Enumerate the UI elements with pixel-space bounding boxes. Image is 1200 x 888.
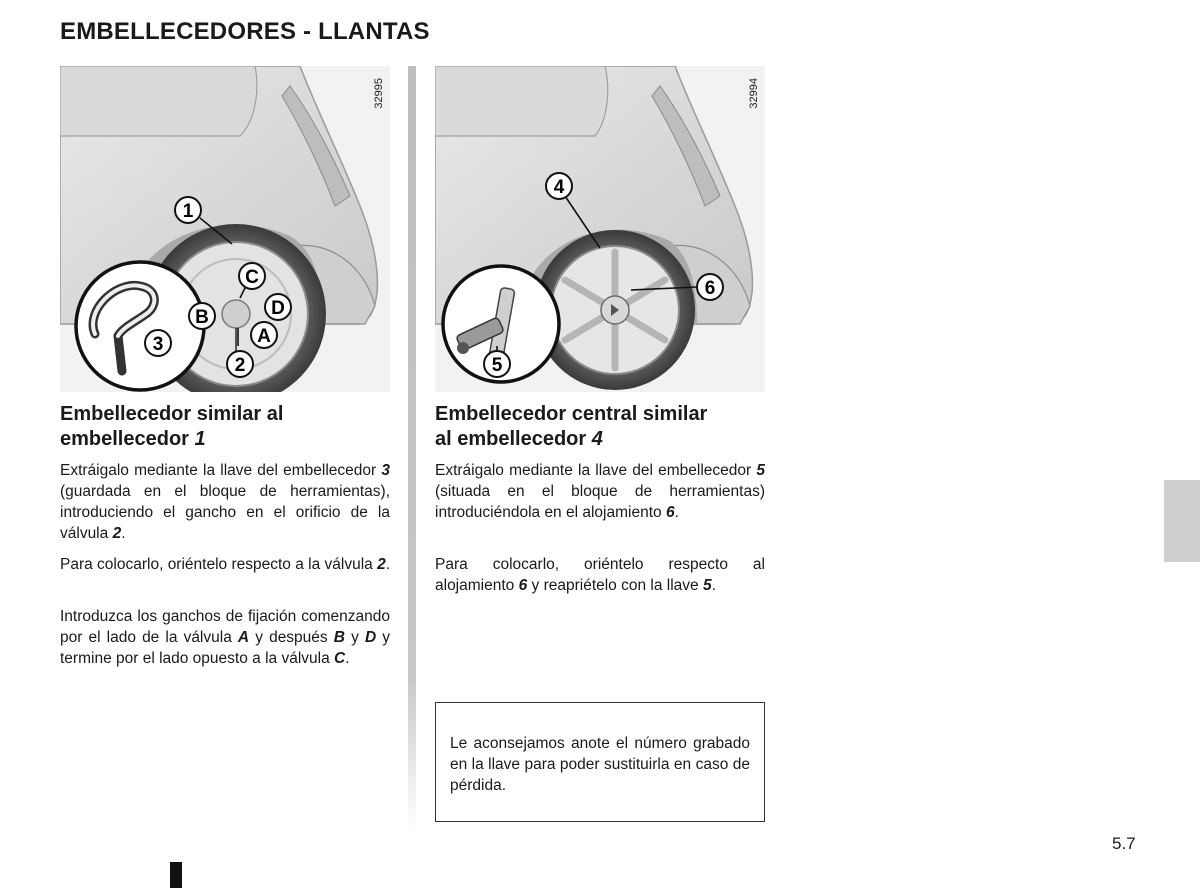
callout-3 xyxy=(145,330,171,356)
paragraph xyxy=(435,460,765,523)
figure-id: 32995 xyxy=(373,78,385,109)
column-divider xyxy=(408,66,416,830)
callout-2 xyxy=(227,351,253,377)
heading-line xyxy=(435,427,765,452)
section-heading-left xyxy=(60,402,390,452)
reference-number: D xyxy=(364,629,377,646)
callout-B xyxy=(189,303,215,329)
callout-C xyxy=(239,263,265,289)
note-box xyxy=(435,702,765,822)
figure-center-cap xyxy=(435,66,765,392)
page-number: 5.7 xyxy=(1112,834,1136,853)
heading-text: al embellecedor xyxy=(435,428,592,450)
note-text: Le aconsejamos anote el número grabado en la llave para poder sustituirla en caso de pérdida. xyxy=(450,735,750,794)
heading-line: Embellecedor similar al xyxy=(60,403,284,425)
paragraph xyxy=(60,460,390,544)
svg-text:6: 6 xyxy=(704,278,716,299)
section-heading-right xyxy=(435,402,765,452)
chapter-tab xyxy=(1164,480,1200,562)
text-run: Para colocarlo, oriéntelo respecto al alojamiento xyxy=(435,556,765,594)
heading-line: Embellecedor central similar xyxy=(435,403,708,425)
text-run: . xyxy=(674,504,679,521)
text-run: . xyxy=(385,556,390,573)
svg-text:C: C xyxy=(245,267,259,288)
svg-text:1: 1 xyxy=(182,201,194,222)
svg-text:4: 4 xyxy=(553,177,565,198)
paragraph xyxy=(60,554,390,575)
reference-number: 2 xyxy=(377,556,386,573)
text-run: (guardada en el bloque de herramientas), introduciendo el gancho en el orificio de la válvula xyxy=(60,483,390,542)
text-run: Extráigalo mediante la llave del embellecedor xyxy=(435,462,757,479)
heading-text: embellecedor xyxy=(60,428,195,450)
text-run: . xyxy=(345,650,350,667)
callout-D xyxy=(265,294,291,320)
svg-text:5: 5 xyxy=(491,355,503,376)
svg-text:B: B xyxy=(195,307,209,328)
callout-1 xyxy=(175,197,201,223)
text-run: Extráigalo mediante la llave del embellecedor xyxy=(60,462,382,479)
reference-number: 6 xyxy=(665,504,675,521)
svg-text:D: D xyxy=(271,298,285,319)
text-run: . xyxy=(711,577,716,594)
text-run: y reapriételo con la llave xyxy=(527,577,703,594)
figure-wheel-trim xyxy=(60,66,390,392)
crop-mark xyxy=(170,862,182,888)
reference-number: C xyxy=(334,650,346,667)
heading-line xyxy=(60,427,390,452)
text-run: . xyxy=(121,525,126,542)
callout-A xyxy=(251,322,277,348)
svg-text:A: A xyxy=(257,326,271,347)
reference-number: B xyxy=(333,629,345,646)
reference-number: A xyxy=(237,629,250,646)
figure-id: 32994 xyxy=(748,78,760,109)
reference-number: 5 xyxy=(702,577,712,594)
page-title: EMBELLECEDORES - LLANTAS xyxy=(60,18,430,45)
reference-number: 2 xyxy=(112,525,122,542)
reference-number: 5 xyxy=(756,462,765,479)
paragraph xyxy=(435,554,765,596)
svg-text:3: 3 xyxy=(152,334,164,355)
reference-number: 3 xyxy=(381,462,390,479)
heading-ref: 1 xyxy=(194,428,206,450)
callout-4 xyxy=(546,173,572,199)
text-run: y después xyxy=(249,629,334,646)
reference-number: 6 xyxy=(518,577,528,594)
callout-6 xyxy=(697,274,723,300)
heading-ref: 4 xyxy=(591,428,603,450)
text-run: y termine por el lado opuesto a la válvula xyxy=(60,629,390,667)
svg-text:2: 2 xyxy=(234,355,246,376)
callout-5 xyxy=(484,351,510,377)
text-run: Introduzca los ganchos de fijación comenzando por el lado de la válvula xyxy=(60,608,390,646)
wheel-trim-illustration xyxy=(60,66,390,392)
paragraph xyxy=(60,606,390,669)
text-run: Para colocarlo, oriéntelo respecto a la válvula xyxy=(60,556,378,573)
text-run: (situada en el bloque de herramientas) introduciéndola en el alojamiento xyxy=(435,483,765,521)
text-run: y xyxy=(344,629,365,646)
center-cap-illustration xyxy=(435,66,765,392)
